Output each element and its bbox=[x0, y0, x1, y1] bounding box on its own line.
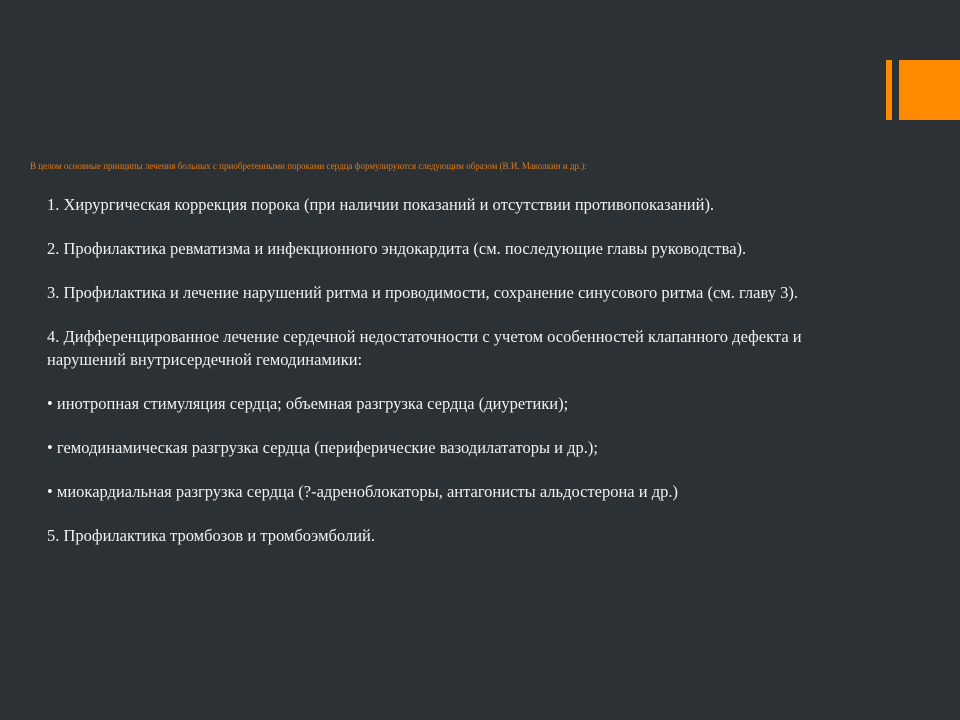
bullet-1: • инотропная стимуляция сердца; объемная разгрузка сердца (диуретики); bbox=[47, 394, 569, 413]
bullet-3: • миокардиальная разгрузка сердца (?-адреноблокаторы, антагонисты альдостерона и др.) bbox=[47, 482, 678, 501]
accent-bar-block bbox=[899, 60, 960, 120]
paragraph-5: 5. Профилактика тромбозов и тромбоэмболий. bbox=[47, 526, 375, 545]
paragraph-4: 4. Дифференцированное лечение сердечной недостаточности с учетом особенностей клапанного дефекта и нарушений внутрисердечной гемодинамики: bbox=[47, 327, 802, 369]
slide-title: В целом основные принципы лечения больных с приобретенными пороками сердца формулируются следующим образом (В.И. Маколкин и др.): bbox=[30, 161, 587, 171]
bullet-2: • гемодинамическая разгрузка сердца (периферические вазодилататоры и др.); bbox=[47, 438, 598, 457]
slide-body bbox=[47, 193, 857, 568]
paragraph-3: 3. Профилактика и лечение нарушений ритма и проводимости, сохранение синусового ритма (см. главу 3). bbox=[47, 283, 798, 302]
accent-bar-thin bbox=[886, 60, 892, 120]
paragraph-2: 2. Профилактика ревматизма и инфекционного эндокардита (см. последующие главы руководства). bbox=[47, 239, 747, 258]
paragraph-1: 1. Хирургическая коррекция порока (при наличии показаний и отсутствии противопоказаний). bbox=[47, 195, 715, 214]
